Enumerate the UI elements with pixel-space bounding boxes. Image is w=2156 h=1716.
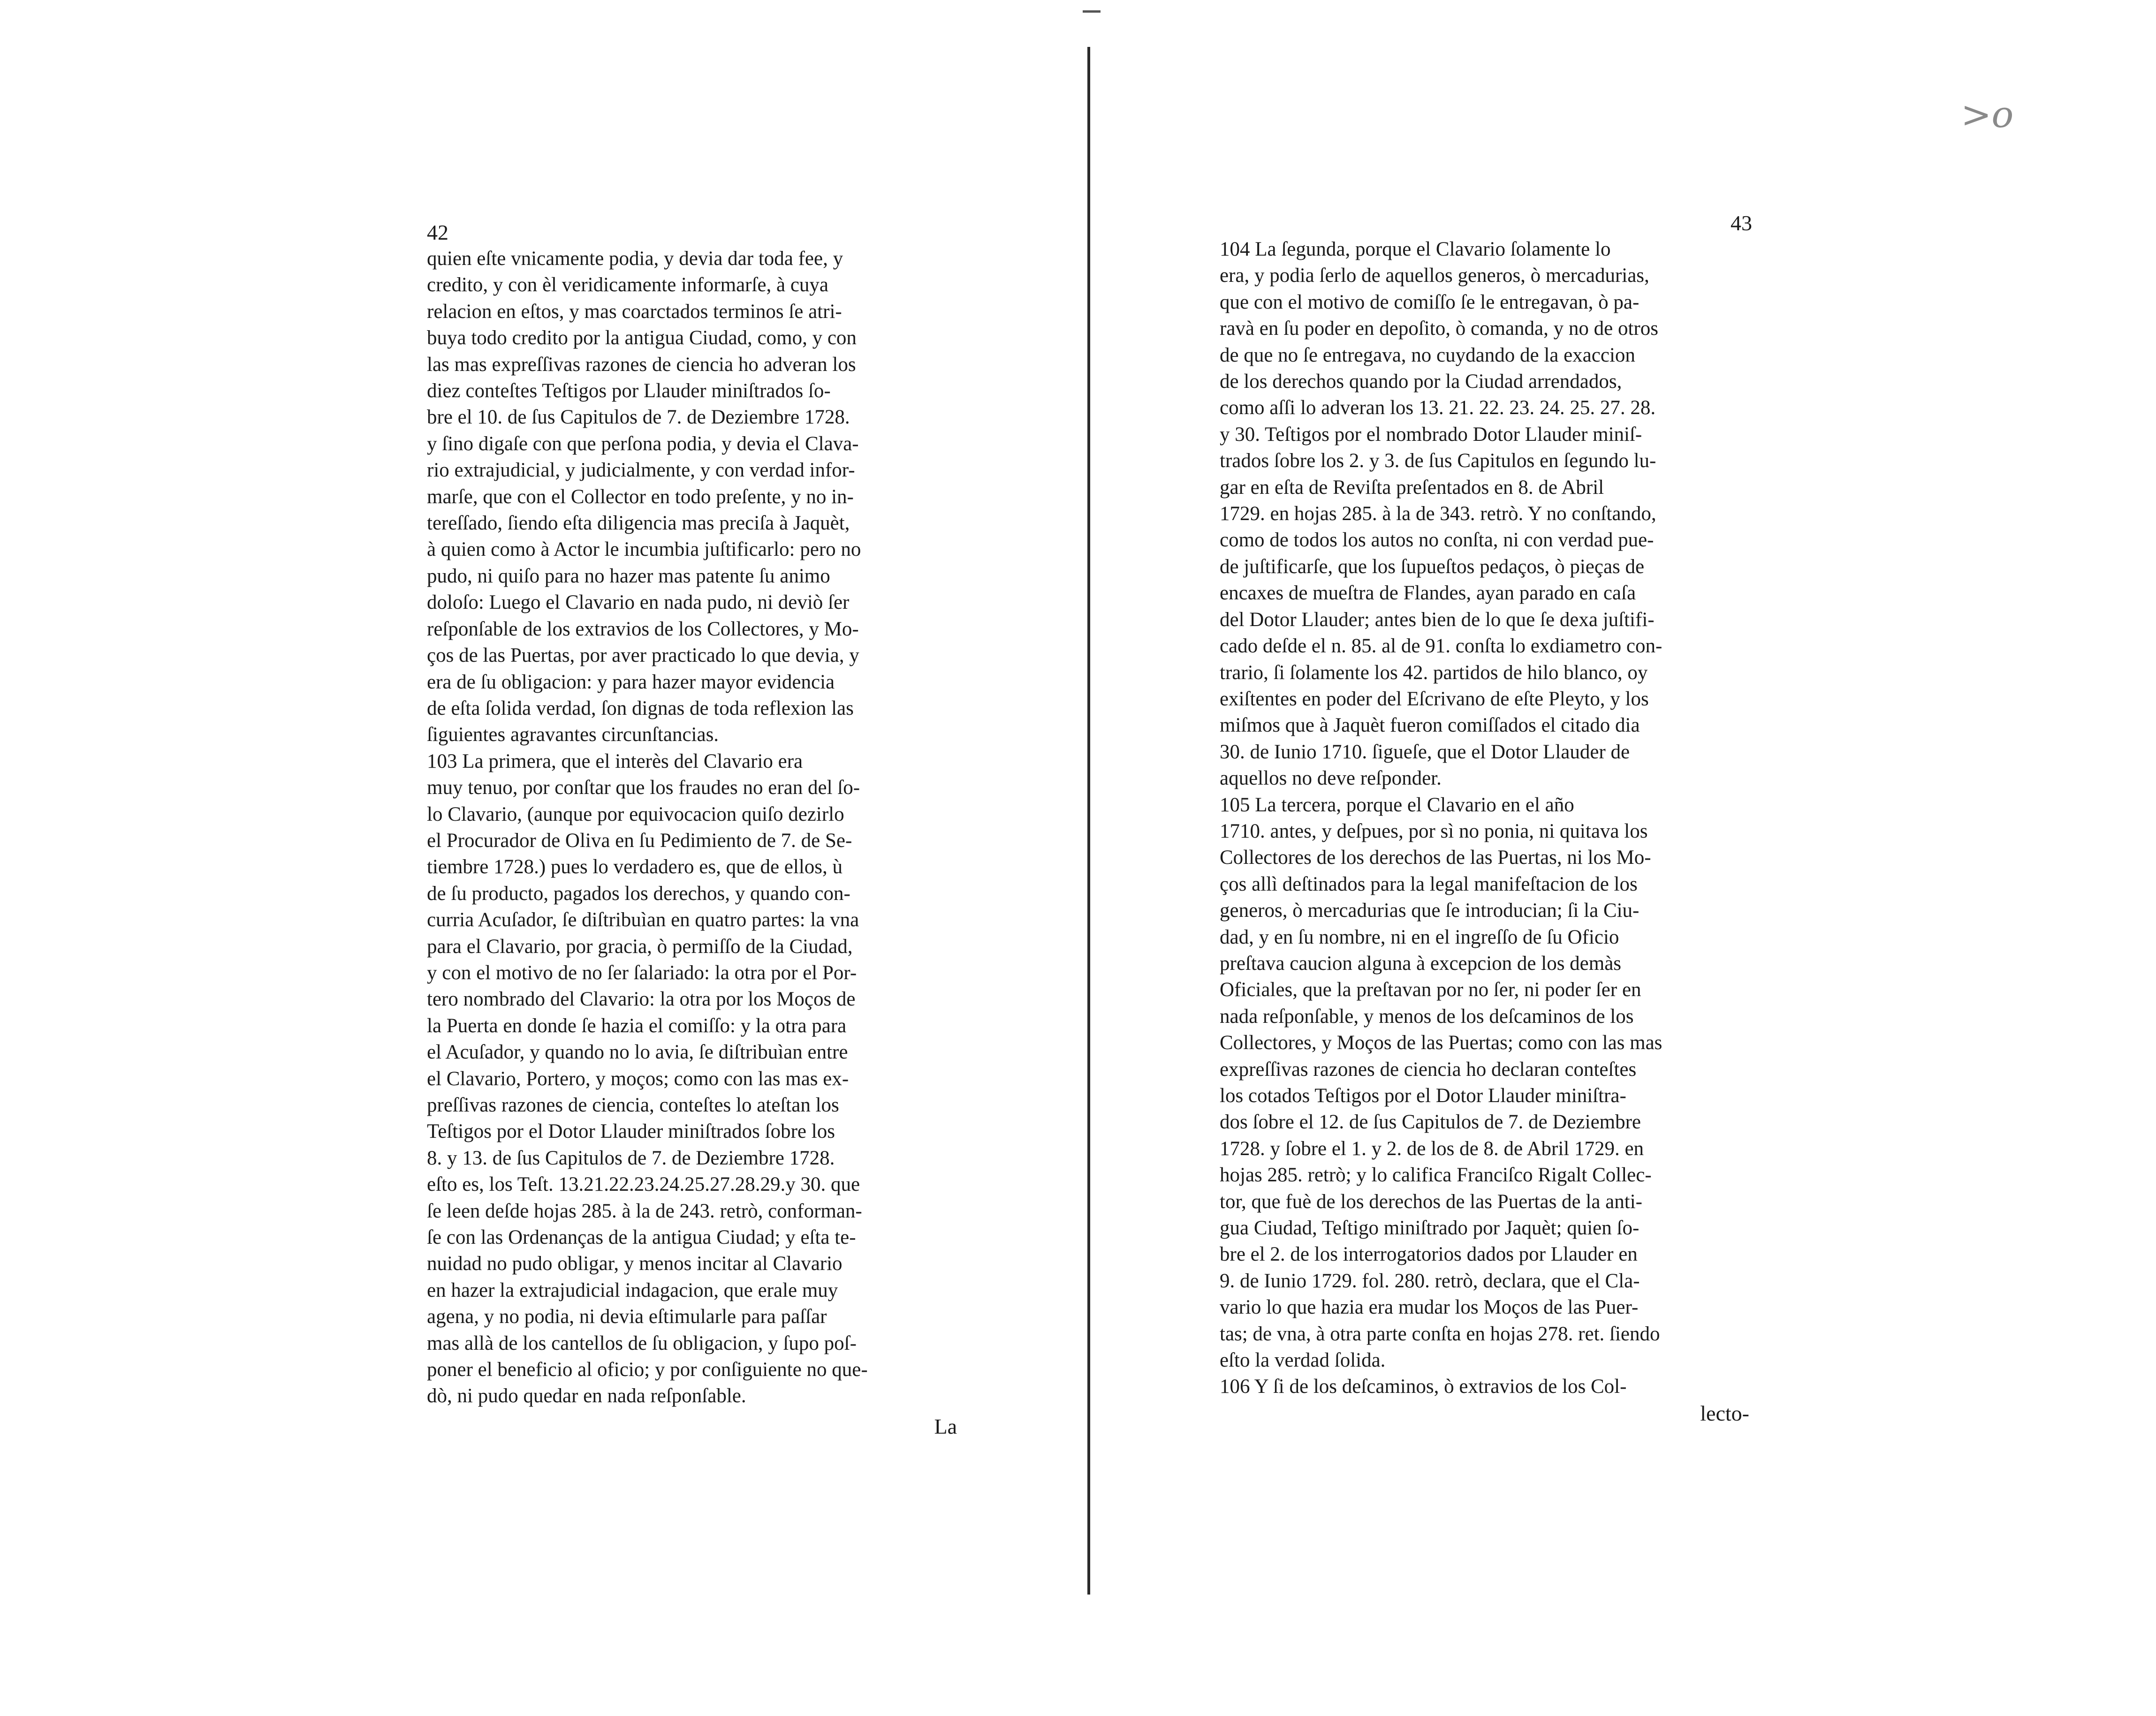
text-line: de juſtificarſe, que los ſupueſtos pedaços, ò pieças de — [1220, 555, 1645, 578]
text-line: 1728. y ſobre el 1. y 2. de los de 8. de Abril 1729. en — [1220, 1137, 1644, 1160]
text-line: como aſſi lo adveran los 13. 21. 22. 23. 24. 25. 27. 28. — [1220, 397, 1656, 419]
text-line: tor, que fuè de los derechos de las Puertas de la anti- — [1220, 1190, 1642, 1213]
text-line: credito, y con èl veridicamente informarſe, à cuya — [427, 274, 829, 296]
text-line: los cotados Teſtigos por el Dotor Llauder miniſtra- — [1220, 1085, 1626, 1107]
text-line: tas; de vna, à otra parte conſta en hojas 278. ret. ſiendo — [1220, 1323, 1660, 1345]
text-line: buya todo credito por la antigua Ciudad, como, y con — [427, 327, 857, 349]
text-line: agena, y no podia, ni devia eſtimularle para paſſar — [427, 1306, 827, 1328]
text-line: ravà en ſu poder en depoſito, ò comanda, y no de otros — [1220, 317, 1658, 340]
text-line: tereſſado, ſiendo eſta diligencia mas preciſa à Jaquèt, — [427, 512, 850, 535]
text-line: Collectores de los derechos de las Puertas, ni los Mo- — [1220, 847, 1651, 869]
text-line: el Clavario, Portero, y moços; como con las mas ex- — [427, 1067, 849, 1090]
text-line: rio extrajudicial, y judicialmente, y con verdad infor- — [427, 459, 855, 482]
text-line: era de ſu obligacion: y para hazer mayor evidencia — [427, 671, 835, 693]
text-line: dò, ni pudo quedar en nada reſponſable. — [427, 1385, 746, 1407]
text-line: ſe leen deſde hojas 285. à la de 243. retrò, conforman- — [427, 1200, 862, 1222]
text-line: 30. de Iunio 1710. ſigueſe, que el Dotor Llauder de — [1220, 741, 1630, 763]
text-line: dos ſobre el 12. de ſus Capitulos de 7. de Deziembre — [1220, 1111, 1641, 1134]
text-line: poner el beneficio al oficio; y por conſiguiente no que- — [427, 1359, 868, 1381]
text-line: quien eſte vnicamente podia, y devia dar toda fee, y — [427, 248, 843, 270]
text-line: eſto la verdad ſolida. — [1220, 1349, 1386, 1372]
left-page-number: 42 — [427, 220, 448, 244]
text-line: dad, y en ſu nombre, ni en el ingreſſo de ſu Oficio — [1220, 926, 1619, 948]
text-line: 106 Y ſi de los deſcaminos, ò extravios de los Col- — [1220, 1376, 1627, 1398]
text-line: Oficiales, que la preſtavan por no ſer, ni poder ſer en — [1220, 979, 1641, 1001]
text-line: bre el 2. de los interrogatorios dados por Llauder en — [1220, 1243, 1638, 1266]
text-line: ços allì deſtinados para la legal manifeſtacion de los — [1220, 873, 1638, 895]
text-line: aquellos no deve reſponder. — [1220, 767, 1442, 790]
text-line: trados ſobre los 2. y 3. de ſus Capitulos en ſegundo lu- — [1220, 450, 1656, 472]
text-line: el Acuſador, y quando no lo avia, ſe diſtribuìan entre — [427, 1041, 848, 1064]
text-line: de los derechos quando por la Ciudad arrendados, — [1220, 370, 1622, 393]
text-line: para el Clavario, por gracia, ò permiſſo de la Ciudad, — [427, 935, 853, 958]
text-line: gua Ciudad, Teſtigo miniſtrado por Jaquèt; quien ſo- — [1220, 1217, 1640, 1240]
text-line: 1729. en hojas 285. à la de 343. retrò. Y no conſtando, — [1220, 503, 1656, 525]
text-line: del Dotor Llauder; antes bien de lo que ſe dexa juſtifi- — [1220, 608, 1655, 631]
text-line: ſiguientes agravantes circunſtancias. — [427, 724, 719, 746]
left-page-text — [427, 246, 962, 1410]
text-line: preſſivas razones de ciencia, conteſtes lo ateſtan los — [427, 1094, 839, 1116]
book-gutter — [1087, 47, 1090, 1595]
text-line: el Procurador de Oliva en ſu Pedimiento de 7. de Se- — [427, 829, 852, 852]
text-line: 105 La tercera, porque el Clavario en el año — [1220, 794, 1574, 816]
text-line: y 30. Teſtigos por el nombrado Dotor Llauder miniſ- — [1220, 423, 1642, 446]
right-page — [1220, 210, 1752, 1427]
text-line: que con el motivo de comiſſo ſe le entregavan, ò pa- — [1220, 291, 1640, 313]
text-line: ſe con las Ordenanças de la antigua Ciudad; y eſta te- — [427, 1226, 856, 1249]
text-line: pudo, ni quiſo para no hazer mas patente ſu animo — [427, 565, 830, 587]
text-line: 9. de Iunio 1729. fol. 280. retrò, declara, que el Cla- — [1220, 1270, 1640, 1292]
text-line: diez conteſtes Teſtigos por Llauder miniſtrados ſo- — [427, 380, 831, 402]
text-line: miſmos que à Jaquèt fueron comiſſados el citado dia — [1220, 714, 1640, 737]
text-line: mas allà de los cantellos de ſu obligacion, y ſupo poſ- — [427, 1332, 857, 1354]
text-line: hojas 285. retrò; y lo califica Franciſco Rigalt Collec- — [1220, 1164, 1652, 1187]
text-line: bre el 10. de ſus Capitulos de 7. de Deziembre 1728. — [427, 406, 850, 429]
text-line: Collectores, y Moços de las Puertas; como con las mas — [1220, 1032, 1663, 1054]
text-line: cado deſde el n. 85. al de 91. conſta lo exdiametro con- — [1220, 635, 1663, 658]
text-line: de que no ſe entregava, no cuydando de la exaccion — [1220, 344, 1635, 366]
text-line: como de todos los autos no conſta, ni con verdad pue- — [1220, 529, 1654, 552]
text-line: curria Acuſador, ſe diſtribuìan en quatro partes: la vna — [427, 909, 859, 931]
text-line: marſe, que con el Collector en todo preſente, y no in- — [427, 485, 854, 508]
left-catchword: La — [934, 1414, 957, 1438]
text-line: lo Clavario, (aunque por equivocacion quiſo dezirlo — [427, 803, 844, 825]
folio-pencil-mark: >o — [1961, 94, 2014, 136]
text-line: la Puerta en donde ſe hazia el comiſſo: y la otra para — [427, 1014, 847, 1037]
top-edge-mark — [1083, 10, 1101, 13]
text-line: 103 La primera, que el interès del Clavario era — [427, 750, 803, 772]
text-line: relacion en eſtos, y mas coarctados terminos ſe atri- — [427, 300, 842, 323]
text-line: encaxes de mueſtra de Flandes, ayan parado en caſa — [1220, 582, 1636, 605]
left-page — [427, 219, 962, 1440]
text-line: nuidad no pudo obligar, y menos incitar al Clavario — [427, 1253, 843, 1275]
text-line: y ſino digaſe con que perſona podia, y devia el Clava- — [427, 432, 859, 455]
text-line: preſtava caucion alguna à excepcion de los demàs — [1220, 952, 1622, 975]
text-line: 1710. antes, y deſpues, por sì no ponia, ni quitava los — [1220, 820, 1648, 842]
text-line: trario, ſi ſolamente los 42. partidos de hilo blanco, oy — [1220, 661, 1648, 684]
text-line: nada reſponſable, y menos de los deſcaminos de los — [1220, 1005, 1634, 1028]
text-line: generos, ò mercadurias que ſe introducian; ſi la Ciu- — [1220, 900, 1640, 922]
right-catchword: lecto- — [1700, 1401, 1749, 1425]
text-line: y con el motivo de no ſer ſalariado: la otra por el Por- — [427, 961, 857, 984]
text-line: tero nombrado del Clavario: la otra por los Moços de — [427, 988, 856, 1011]
text-line: à quien como à Actor le incumbia juſtificarlo: pero no — [427, 538, 861, 561]
text-line: las mas expreſſivas razones de ciencia ho adveran los — [427, 353, 856, 376]
text-line: de ſu producto, pagados los derechos, y quando con- — [427, 882, 850, 905]
text-line: 8. y 13. de ſus Capitulos de 7. de Deziembre 1728. — [427, 1147, 835, 1169]
text-line: Teſtigos por el Dotor Llauder miniſtrados ſobre los — [427, 1120, 835, 1143]
text-line: gar en eſta de Reviſta preſentados en 8. de Abril — [1220, 476, 1604, 499]
text-line: muy tenuo, por conſtar que los fraudes no eran del ſo- — [427, 777, 860, 799]
text-line: eſto es, los Teſt. 13.21.22.23.24.25.27.28.29.y 30. que — [427, 1173, 860, 1196]
text-line: vario lo que hazia era mudar los Moços de las Puer- — [1220, 1296, 1639, 1319]
text-line: doloſo: Luego el Clavario en nada pudo, ni deviò ſer — [427, 591, 850, 614]
text-line: tiembre 1728.) pues lo verdadero es, que de ellos, ù — [427, 856, 843, 878]
right-page-text — [1220, 236, 1752, 1400]
text-line: exiſtentes en poder del Eſcrivano de eſte Pleyto, y los — [1220, 688, 1649, 710]
text-line: ços de las Puertas, por aver practicado lo que devia, y — [427, 644, 859, 667]
text-line: 104 La ſegunda, porque el Clavario ſolamente lo — [1220, 238, 1611, 260]
right-page-number: 43 — [1731, 211, 1752, 235]
text-line: reſponſable de los extravios de los Collectores, y Mo- — [427, 618, 859, 640]
text-line: expreſſivas razones de ciencia ho declaran conteſtes — [1220, 1058, 1637, 1081]
text-line: de eſta ſolida verdad, ſon dignas de toda reflexion las — [427, 697, 854, 719]
text-line: era, y podia ſerlo de aquellos generos, ò mercadurias, — [1220, 265, 1649, 287]
text-line: en hazer la extrajudicial indagacion, que erale muy — [427, 1279, 838, 1301]
